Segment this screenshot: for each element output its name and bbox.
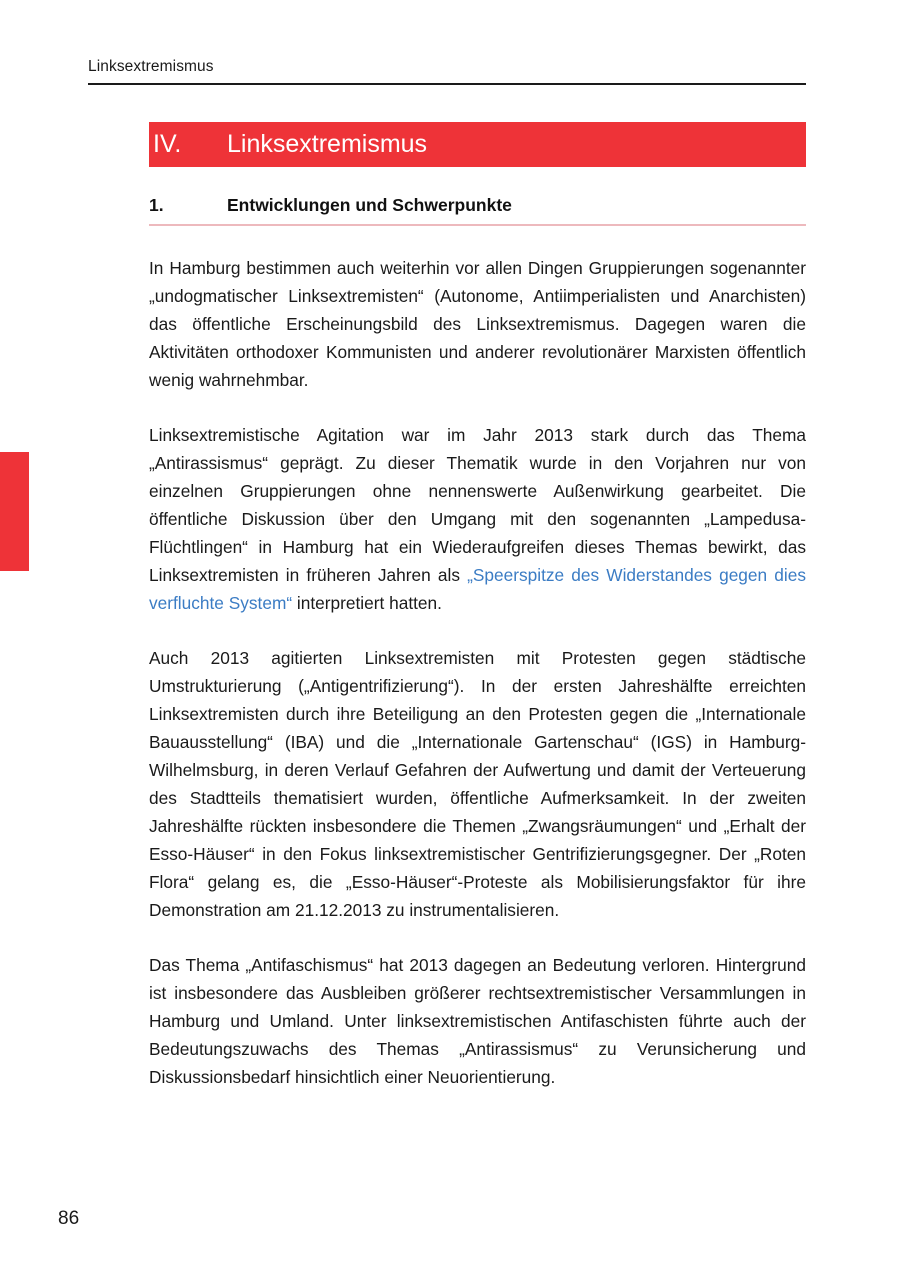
page-number: 86 bbox=[58, 1208, 80, 1229]
chapter-banner bbox=[149, 122, 806, 167]
chapter-title: Linksextremismus bbox=[227, 130, 428, 158]
paragraph-3: Auch 2013 agitierten Linksextremisten mit Protesten gegen städtische Umstrukturierung („Antigentrifizierung“). In der ersten Jahreshälfte erreichten Linksextremisten durch ihre Beteiligung an den Protesten gegen die „Internationale Bauausstellung“ (IBA) und die „Internationale Gartenschau“ (IGS) in Hamburg-Wilhelmsburg, in deren Verlauf Gefahren der Aufwertung und damit der Verteuerung des Stadtteils thematisiert wurden, öffentliche Aufmerksamkeit. In der zweiten Jahreshälfte rückten insbesondere die Themen „Zwangsräumungen“ und „Erhalt der Esso-Häuser“ in den Fokus linksextremistischer Gentrifizierungsgegner. Der „Roten Flora“ gelang es, die „Esso-Häuser“-Proteste als Mobilisierungsfaktor für ihre Demonstration am 21.12.2013 zu instrumentalisieren. bbox=[149, 648, 806, 921]
running-header bbox=[88, 58, 806, 85]
chapter-number: IV. bbox=[153, 130, 182, 158]
page-content bbox=[149, 122, 806, 1091]
paragraph-2-text-after-quote: interpretiert hatten. bbox=[292, 593, 442, 614]
paragraph-2 bbox=[149, 421, 806, 617]
paragraph-4: Das Thema „Antifaschismus“ hat 2013 dagegen an Bedeutung verloren. Hintergrund ist insbesondere das Ausbleiben größerer rechtsextremistischer Versammlungen in Hamburg und Umland. Unter linksextremistischen Antifaschisten führte auch der Bedeutungszuwachs des Themas „Antirassismus“ zu Verunsicherung und Diskussionsbedarf hinsichtlich einer Neuorientierung. bbox=[149, 955, 806, 1088]
section-title: Entwicklungen und Schwerpunkte bbox=[227, 195, 512, 215]
paragraph-2-text-before-quote: Linksextremistische Agitation war im Jahr 2013 stark durch das Thema „Antirassismus“ geprägt. Zu dieser Thematik wurde in den Vorjahren nur von einzelnen Gruppierungen ohne nennenswerte Außenwirkung gearbeitet. Die öffentliche Diskussion über den Umgang mit den sogenannten „Lampedusa-Flüchtlingen“ in Hamburg hat ein Wiederaufgreifen dieses Themas bewirkt, das Linksextremisten in früheren Jahren als bbox=[149, 425, 806, 586]
section-number: 1. bbox=[149, 195, 164, 215]
running-header-label: Linksextremismus bbox=[88, 58, 214, 75]
section-heading bbox=[149, 195, 806, 224]
chapter-edge-tab-marker bbox=[0, 452, 29, 571]
section-divider bbox=[149, 224, 806, 226]
paragraph-1: In Hamburg bestimmen auch weiterhin vor allen Dingen Gruppierungen sogenannter „undogmatischer Linksextremisten“ (Autonome, Antiimperialisten und Anarchisten) das öffentliche Erscheinungsbild des Linksextremismus. Dagegen waren die Aktivitäten orthodoxer Kommunisten und anderer revolutionärer Marxisten öffentlich wenig wahrnehmbar. bbox=[149, 258, 806, 391]
highlighted-quote-text[interactable]: „Speerspitze des Widerstandes gegen dies verfluchte System“ bbox=[149, 565, 806, 614]
header-divider bbox=[88, 83, 806, 85]
